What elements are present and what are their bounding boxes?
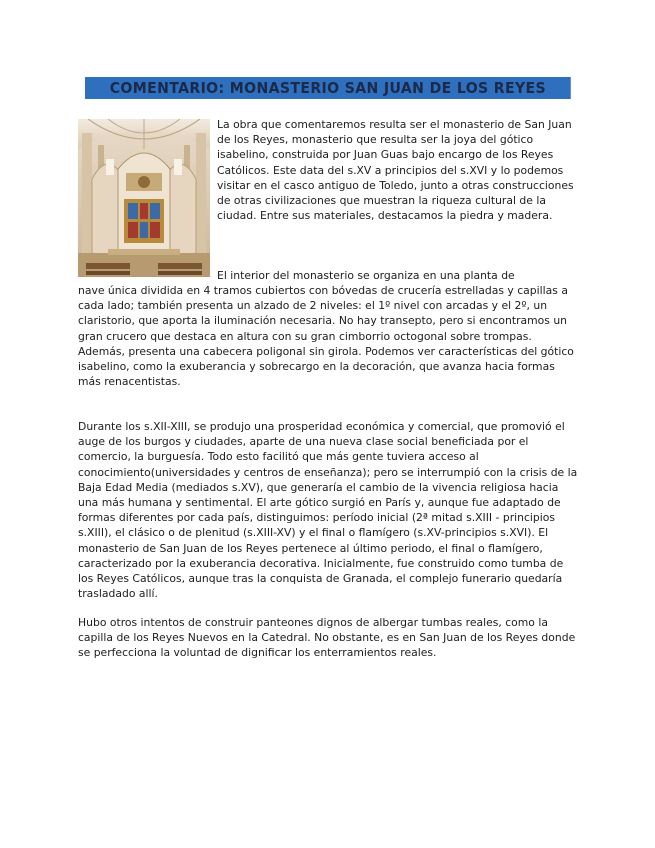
interior-paragraph: nave única dividida en 4 tramos cubiertos con bóvedas de crucería estrelladas y capillas a cada lado; también presenta un alzado de 2 niveles: el 1º nivel con arcadas y el 2º, un claristorio, que aporta la iluminación necesaria. No hay transepto, pero si encontramos un gran crucero que destaca en altura con su gran cimborrio octogonal sobre trompas. Además, presenta una cabecera poligonal sin girola. Podemos ver características del gótico isabelino, como la exuberancia y sobrecargo en la decoración, que avanza hacia formas más renacentistas. — [78, 284, 574, 389]
closing-paragraph: Hubo otros intentos de construir panteones dignos de albergar tumbas reales, como la capilla de los Reyes Nuevos en la Catedral. No obstante, es en San Juan de los Reyes donde se perfecciona la voluntad de dignificar los enterramientos reales. — [78, 616, 576, 660]
document-title: COMENTARIO: MONASTERIO SAN JUAN DE LOS REYES — [85, 77, 571, 99]
monastery-interior-photo — [78, 119, 210, 277]
intro-paragraph: La obra que comentaremos resulta ser el monasterio de San Juan de los Reyes, monasterio que resulta ser la joya del gótico isabelino, construida por Juan Guas bajo encargo de los Reyes Católicos. Este data del s.XV a principios del s.XVI y lo podemos visitar en el casco antiguo de Toledo, junto a otras construcciones de otras civilizaciones que muestran la riqueza cultural de la ciudad. Entre sus materiales, destacamos la piedra y madera. — [217, 118, 574, 223]
interior-paragraph-first-line: El interior del monasterio se organiza en una planta de — [217, 269, 515, 282]
history-paragraph: Durante los s.XII-XIII, se produjo una prosperidad económica y comercial, que promovió el auge de los burgos y ciudades, aparte de una nueva clase social beneficiada por el comercio, la burguesía. Todo esto facilitó que más gente tuviera acceso al conocimiento(universidades y centros de enseñanza); pero se interrumpió con la crisis de la Baja Edad Media (mediados s.XV), que generaría el cambio de la vivencia religiosa hacia una más humana y sentimental. El arte gótico surgió en París y, aunque fue adaptado de formas diferentes por cada país, distinguimos: período inicial (2ª mitad s.XIII - principios s.XIII), el clásico o de plenitud (s.XIII-XV) y el final o flamígero (s.XV-principios s.XVI). El monasterio de San Juan de los Reyes pertenece al último periodo, el final o flamígero, caracterizado por la exuberancia decorativa. Inicialmente, fue construido como tumba de los Reyes Católicos, aunque tras la conquista de Granada, el complejo funerario quedaría trasladado allí. — [78, 420, 578, 601]
